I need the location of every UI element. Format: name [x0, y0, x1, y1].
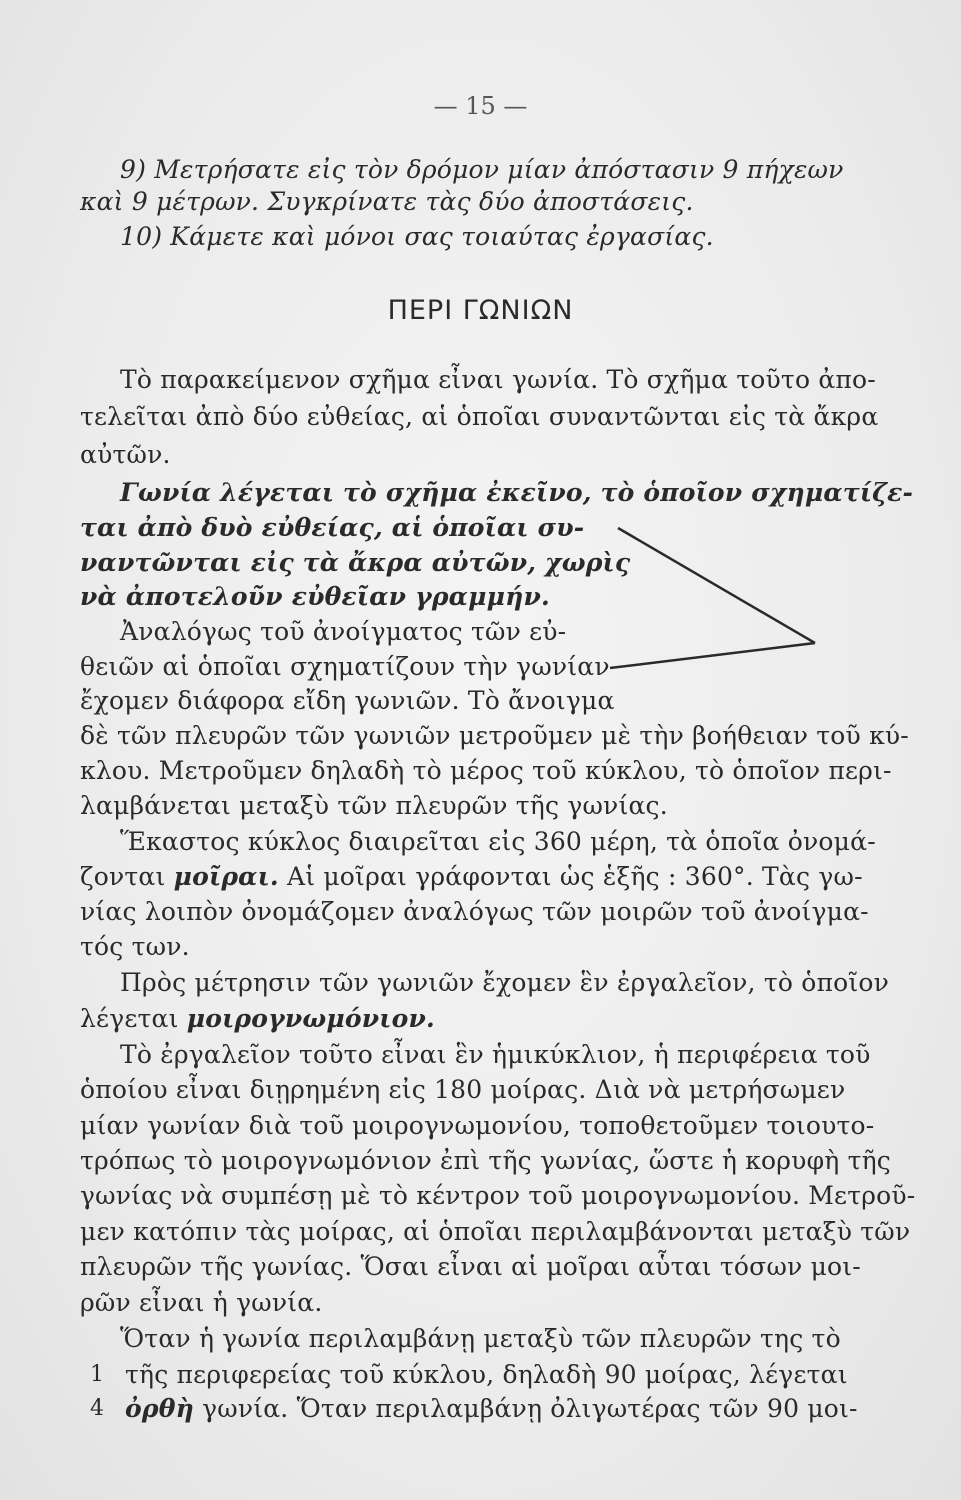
para3-line-2-end: Αἱ μοῖραι γράφονται ὡς ἑξῆς : 360°. Τὰς γω- [278, 862, 863, 891]
term-moirai: μοῖραι. [173, 862, 279, 891]
para5-line-4: τρόπως τὸ μοιρογνωμόνιον ἐπὶ τῆς γωνίας, ὥστε ἡ κορυφὴ τῆς [80, 1146, 892, 1175]
para2-line-2: θειῶν αἱ ὁποῖαι σχηματίζουν τὴν γωνίαν [80, 652, 610, 681]
para3-line-3: νίας λοιπὸν ὀνομάζομεν ἀναλόγως τῶν μοιρῶν τοῦ ἀνοίγμα- [80, 897, 869, 926]
exercise-9-line-1: 9) Μετρήσατε εἰς τὸν δρόμον μίαν ἀπόστασιν 9 πήχεων [120, 155, 844, 184]
exercise-10-line: 10) Κάμετε καὶ μόνοι σας τοιαύτας ἐργασίας. [120, 222, 714, 251]
para1-line-3: αὐτῶν. [80, 440, 171, 469]
para6-line-2: τῆς περιφερείας τοῦ κύκλου, δηλαδὴ 90 μοίρας, λέγεται [125, 1360, 848, 1389]
para2-line-1: Ἀναλόγως τοῦ ἀνοίγματος τῶν εὐ- [120, 617, 567, 646]
term-protractor: μοιρογνωμόνιον. [186, 1004, 435, 1033]
fraction-denominator: 4 [90, 1396, 104, 1421]
para2-line-3: ἔχομεν διάφορα εἴδη γωνιῶν. Τὸ ἄνοιγμα [80, 686, 615, 715]
page-number: — 15 — [433, 92, 528, 120]
para5-line-7: πλευρῶν τῆς γωνίας. Ὅσαι εἶναι αἱ μοῖραι αὗται τόσων μοι- [80, 1252, 861, 1281]
para3-line-2-start: ζονται [80, 862, 174, 891]
para5-line-6: μεν κατόπιν τὰς μοίρας, αἱ ὁποῖαι περιλαμβάνονται μεταξὺ τῶν [80, 1217, 911, 1246]
angle-lower-side [610, 643, 815, 668]
para1-line-1: Τὸ παρακείμενον σχῆμα εἶναι γωνία. Τὸ σχῆμα τοῦτο ἀπο- [120, 365, 876, 394]
para4-line-2 [80, 1004, 435, 1034]
definition-line-4: νὰ ἀποτελοῦν εὐθεῖαν γραμμήν. [80, 582, 550, 611]
definition-line-1: Γωνία λέγεται τὸ σχῆμα ἐκεῖνο, τὸ ὁποῖον σχηματίζε- [120, 478, 914, 507]
para4-line-1: Πρὸς μέτρησιν τῶν γωνιῶν ἔχομεν ἓν ἐργαλεῖον, τὸ ὁποῖον [120, 968, 890, 997]
definition-line-2: ται ἀπὸ δυὸ εὐθείας, αἱ ὁποῖαι συ- [80, 513, 585, 542]
para4-line-2-start: λέγεται [80, 1004, 187, 1033]
term-right-angle: ὀρθὴ [125, 1394, 194, 1423]
para5-line-2: ὁποίου εἶναι διῃρημένη εἰς 180 μοίρας. Διὰ νὰ μετρήσωμεν [80, 1075, 846, 1104]
para5-line-8: ρῶν εἶναι ἡ γωνία. [80, 1288, 323, 1317]
para6-line-3-end: γωνία. Ὅταν περιλαμβάνῃ ὀλιγωτέρας τῶν 90 μοι- [193, 1394, 858, 1423]
definition-line-3: ναντῶνται εἰς τὰ ἄκρα αὐτῶν, χωρὶς [80, 548, 631, 577]
para2-line-6: λαμβάνεται μεταξὺ τῶν πλευρῶν τῆς γωνίας. [80, 791, 668, 820]
para6-line-1: Ὅταν ἡ γωνία περιλαμβάνῃ μεταξὺ τῶν πλευρῶν της τὸ [120, 1324, 841, 1353]
para3-line-1: Ἕκαστος κύκλος διαιρεῖται εἰς 360 μέρη, τὰ ὁποῖα ὀνομά- [120, 827, 876, 856]
fraction-numerator: 1 [90, 1362, 104, 1387]
para2-line-5: κλου. Μετροῦμεν δηλαδὴ τὸ μέρος τοῦ κύκλου, τὸ ὁποῖον περι- [80, 756, 892, 785]
exercise-9-line-2: καὶ 9 μέτρων. Συγκρίνατε τὰς δύο ἀποστάσεις. [80, 187, 694, 216]
para5-line-3: μίαν γωνίαν διὰ τοῦ μοιρογνωμονίου, τοποθετοῦμεν τοιουτο- [80, 1111, 875, 1140]
para5-line-5: γωνίας νὰ συμπέσῃ μὲ τὸ κέντρον τοῦ μοιρογνωμονίου. Μετροῦ- [80, 1181, 916, 1210]
para3-line-2 [80, 862, 863, 892]
angle-figure [600, 520, 830, 680]
para2-line-4: δὲ τῶν πλευρῶν τῶν γωνιῶν μετροῦμεν μὲ τὴν βοήθειαν τοῦ κύ- [80, 721, 909, 750]
angle-upper-side [618, 528, 815, 643]
para5-line-1: Τὸ ἐργαλεῖον τοῦτο εἶναι ἓν ἡμικύκλιον, ἡ περιφέρεια τοῦ [120, 1040, 871, 1069]
section-heading: ΠΕΡΙ ΓΩΝΙΩΝ [387, 295, 574, 326]
para3-line-4: τός των. [80, 932, 190, 961]
para1-line-2: τελεῖται ἀπὸ δύο εὐθείας, αἱ ὁποῖαι συναντῶνται εἰς τὰ ἄκρα [80, 402, 879, 431]
para6-line-3 [125, 1394, 858, 1424]
